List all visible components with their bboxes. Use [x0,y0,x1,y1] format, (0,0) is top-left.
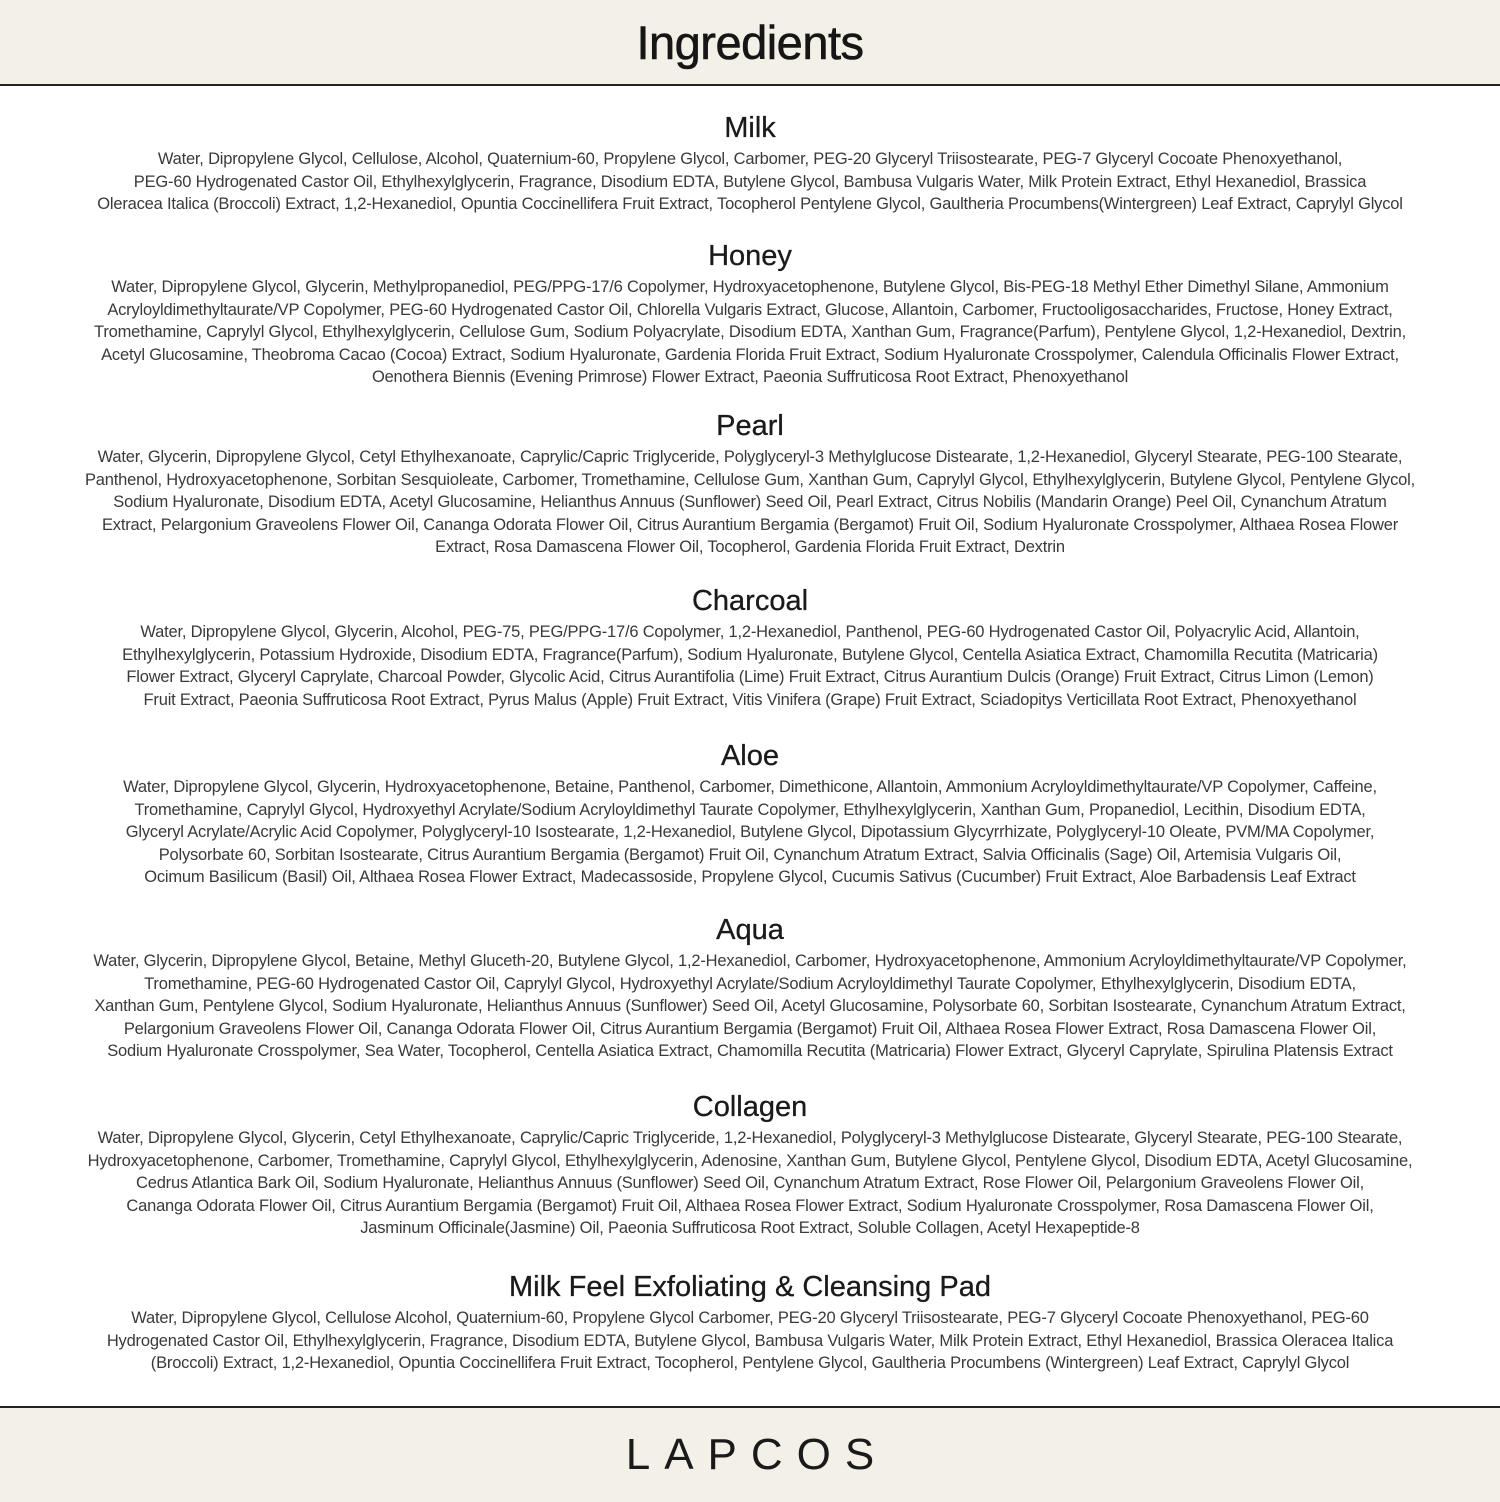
section-title: Honey [708,240,792,272]
ingredient-line: Tromethamine, Caprylyl Glycol, Ethylhexylglycerin, Cellulose Gum, Sodium Polyacrylate, Disodium EDTA, Xanthan Gum, Fragrance(Parfum), Pentylene Glycol, 1,2-Hexanediol, Dextrin, [94,323,1406,341]
ingredient-line: Cedrus Atlantica Bark Oil, Sodium Hyaluronate, Helianthus Annuus (Sunflower) Seed Oil, Cynanchum Atratum Extract, Rose Flower Oil, Pelargonium Graveolens Flower Oil, [136,1174,1364,1192]
brand-logo: LAPCOS [625,1430,889,1479]
ingredient-line: Tromethamine, PEG-60 Hydrogenated Castor Oil, Caprylyl Glycol, Hydroxyethyl Acrylate/Sodium Acryloyldimethyl Taurate Copolymer, Ethylhexylglycerin, Disodium EDTA, [144,974,1356,993]
ingredient-line: Ethylhexylglycerin, Potassium Hydroxide, Disodium EDTA, Fragrance(Parfum), Sodium Hyaluronate, Butylene Glycol, Centella Asiatica Extract, Chamomilla Recutita (Matricaria) [122,645,1378,664]
ingredient-line: Extract, Pelargonium Graveolens Flower Oil, Cananga Odorata Flower Oil, Citrus Aurantium Bergamia (Bergamot) Fruit Oil, Sodium Hyaluronate Crosspolymer, Althaea Rosea Flower [101,515,1399,534]
ingredients-content [0,86,1500,1406]
page-footer [0,1406,1500,1502]
section-collagen [30,1087,1470,1240]
ingredient-line: Hydroxyacetophenone, Carbomer, Tromethamine, Caprylyl Glycol, Ethylhexylglycerin, Adenosine, Xanthan Gum, Butylene Glycol, Pentylene Glycol, Disodium EDTA, Acetyl Glucosamine, [87,1151,1413,1170]
ingredient-line: Polysorbate 60, Sorbitan Isostearate, Citrus Aurantium Bergamia (Bergamot) Fruit Oil, Cynanchum Atratum Extract, Salvia Officinalis (Sage) Oil, Artemisia Vulgaris Oil, [158,845,1342,864]
ingredient-line: Jasminum Officinale(Jasmine) Oil, Paeonia Suffruticosa Root Extract, Soluble Collagen, Acetyl Hexapeptide-8 [360,1219,1140,1237]
section-title: Aqua [716,914,784,946]
ingredient-line: (Broccoli) Extract, 1,2-Hexanediol, Opuntia Coccinellifera Fruit Extract, Tocopherol, Pentylene Glycol, Gaultheria Procumbens (Wintergreen) Leaf Extract, Caprylyl Glycol [150,1354,1350,1372]
ingredient-line: Panthenol, Hydroxyacetophenone, Sorbitan Sesquioleate, Carbomer, Tromethamine, Cellulose Gum, Xanthan Gum, Caprylyl Glycol, Ethylhexylglycerin, Butylene Glycol, Pentylene Glycol, [84,470,1415,489]
section-title: Aloe [720,740,780,772]
ingredient-line: Xanthan Gum, Pentylene Glycol, Sodium Hyaluronate, Helianthus Annuus (Sunflower) Seed Oil, Acetyl Glucosamine, Polysorbate 60, Sorbitan Isostearate, Cynanchum Atratum Extract, [94,997,1406,1015]
ingredient-line: Ocimum Basilicum (Basil) Oil, Althaea Rosea Flower Extract, Madecassoside, Propylene Glycol, Cucumis Sativus (Cucumber) Fruit Extract, Aloe Barbadensis Leaf Extract [144,868,1356,886]
ingredient-line: Acetyl Glucosamine, Theobroma Cacao (Cocoa) Extract, Sodium Hyaluronate, Gardenia Florida Fruit Extract, Sodium Hyaluronate Crosspolymer, Calendula Officinalis Flower Extract, [101,345,1399,364]
ingredient-line: Water, Dipropylene Glycol, Glycerin, Hydroxyacetophenone, Betaine, Panthenol, Carbomer, Dimethicone, Allantoin, Ammonium Acryloyldimethyltaurate/VP Copolymer, Caffeine, [123,778,1377,796]
ingredient-line: Water, Dipropylene Glycol, Cellulose Alcohol, Quaternium-60, Propylene Glycol Carbomer, PEG-20 Glyceryl Triisostearate, PEG-7 Glyceryl Cocoate Phenoxyethanol, PEG-60 [131,1309,1369,1327]
section-aqua [30,910,1470,1063]
section-milk [30,108,1470,216]
page-title: Ingredients [636,15,864,69]
ingredient-line: Sodium Hyaluronate, Disodium EDTA, Acetyl Glucosamine, Helianthus Annuus (Sunflower) Seed Oil, Pearl Extract, Citrus Nobilis (Mandarin Orange) Peel Oil, Cynanchum Atratum [113,493,1387,511]
ingredient-line: Flower Extract, Glyceryl Caprylate, Charcoal Powder, Glycolic Acid, Citrus Aurantifolia (Lime) Fruit Extract, Citrus Aurantium Dulcis (Orange) Fruit Extract, Citrus Limon (Lemon) [126,668,1374,686]
ingredient-line: Water, Dipropylene Glycol, Glycerin, Alcohol, PEG-75, PEG/PPG-17/6 Copolymer, 1,2-Hexanediol, Panthenol, PEG-60 Hydrogenated Castor Oil, Polyacrylic Acid, Allantoin, [140,623,1360,641]
ingredient-line: Sodium Hyaluronate Crosspolymer, Sea Water, Tocopherol, Centella Asiatica Extract, Chamomilla Recutita (Matricaria) Flower Extract, Glyceryl Caprylate, Spirulina Platensis Extract [107,1042,1393,1060]
ingredient-line: Fruit Extract, Paeonia Suffruticosa Root Extract, Pyrus Malus (Apple) Fruit Extract, Vitis Vinifera (Grape) Fruit Extract, Sciadopitys Verticillata Root Extract, Phenoxyethanol [143,690,1357,709]
ingredient-line: Acryloyldimethyltaurate/VP Copolymer, PEG-60 Hydrogenated Castor Oil, Chlorella Vulgaris Extract, Glucose, Allantoin, Carbomer, Fructooligosaccharides, Fructose, Honey Extract, [107,300,1393,319]
page-header [0,0,1500,86]
ingredient-line: Tromethamine, Caprylyl Glycol, Hydroxyethyl Acrylate/Sodium Acryloyldimethyl Taurate Copolymer, Ethylhexylglycerin, Xanthan Gum, Propanediol, Lecithin, Disodium EDTA, [134,800,1366,819]
ingredient-line: Cananga Odorata Flower Oil, Citrus Aurantium Bergamia (Bergamot) Fruit Oil, Althaea Rosea Flower Extract, Sodium Hyaluronate Crosspolymer, Rosa Damascena Flower Oil, [126,1196,1374,1215]
ingredient-line: Water, Glycerin, Dipropylene Glycol, Cetyl Ethylhexanoate, Caprylic/Capric Triglyceride, Polyglyceryl-3 Methylglucose Distearate, 1,2-Hexanediol, Glyceryl Stearate, PEG-100 Stearate, [97,448,1403,466]
ingredient-line: Oenothera Biennis (Evening Primrose) Flower Extract, Paeonia Suffruticosa Root Extract, Phenoxyethanol [371,368,1129,386]
section-title: Charcoal [691,585,809,617]
section-charcoal [30,581,1470,711]
section-aloe [30,736,1470,889]
ingredient-line: Pelargonium Graveolens Flower Oil, Cananga Odorata Flower Oil, Citrus Aurantium Bergamia (Bergamot) Fruit Oil, Althaea Rosea Flower Extract, Rosa Damascena Flower Oil, [123,1019,1377,1038]
section-title: Collagen [692,1091,808,1123]
section-milk-feel-pad [30,1267,1470,1375]
ingredient-line: Oleracea Italica (Broccoli) Extract, 1,2-Hexanediol, Opuntia Coccinellifera Fruit Extract, Tocopherol Pentylene Glycol, Gaultheria Procumbens(Wintergreen) Leaf Extract, Caprylyl Glycol [97,195,1403,213]
ingredient-line: Water, Dipropylene Glycol, Glycerin, Cetyl Ethylhexanoate, Caprylic/Capric Triglyceride, 1,2-Hexanediol, Polyglyceryl-3 Methylglucose Distearate, Glyceryl Stearate, PEG-100 Stearate, [97,1129,1403,1147]
ingredient-line: Hydrogenated Castor Oil, Ethylhexylglycerin, Fragrance, Disodium EDTA, Butylene Glycol, Bambusa Vulgaris Water, Milk Protein Extract, Ethyl Hexanediol, Brassica Oleracea Italica [106,1331,1394,1350]
ingredient-line: Water, Dipropylene Glycol, Glycerin, Methylpropanediol, PEG/PPG-17/6 Copolymer, Hydroxyacetophenone, Butylene Glycol, Bis-PEG-18 Methyl Ether Dimethyl Silane, Ammonium [111,278,1389,296]
section-honey [30,236,1470,389]
ingredient-line: Water, Dipropylene Glycol, Cellulose, Alcohol, Quaternium-60, Propylene Glycol, Carbomer, PEG-20 Glyceryl Triisostearate, PEG-7 Glyceryl Cocoate Phenoxyethanol, [157,150,1343,168]
ingredient-line: Glyceryl Acrylate/Acrylic Acid Copolymer, Polyglyceryl-10 Isostearate, 1,2-Hexanediol, Butylene Glycol, Dipotassium Glycyrrhizate, Polyglyceryl-10 Oleate, PVM/MA Copolymer, [125,823,1375,841]
ingredient-line: PEG-60 Hydrogenated Castor Oil, Ethylhexylglycerin, Fragrance, Disodium EDTA, Butylene Glycol, Bambusa Vulgaris Water, Milk Protein Extract, Ethyl Hexanediol, Brassica [133,172,1367,191]
section-title: Milk [724,112,776,144]
section-pearl [30,406,1470,559]
ingredient-line: Water, Glycerin, Dipropylene Glycol, Betaine, Methyl Gluceth-20, Butylene Glycol, 1,2-Hexanediol, Carbomer, Hydroxyacetophenone, Ammonium Acryloyldimethyltaurate/VP Copolymer, [93,952,1407,970]
section-title: Milk Feel Exfoliating & Cleansing Pad [509,1271,991,1303]
ingredient-line: Extract, Rosa Damascena Flower Oil, Tocopherol, Gardenia Florida Fruit Extract, Dextrin [435,538,1065,556]
section-title: Pearl [716,410,784,442]
